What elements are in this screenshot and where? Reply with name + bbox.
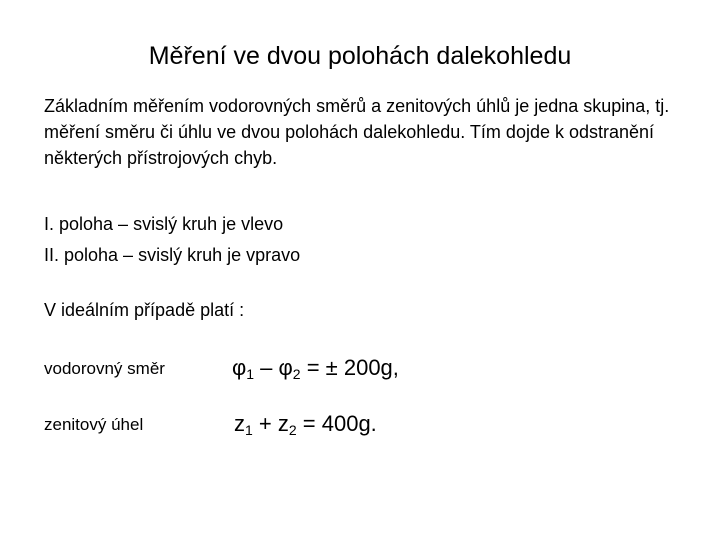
position-two-text: II. poloha – svislý kruh je vpravo (44, 245, 301, 265)
horizontal-direction-formula (232, 354, 399, 382)
formula-result: = 400g. (296, 411, 377, 436)
formula-operator: – (254, 355, 279, 380)
ideal-case-text: V ideálním případě platí : (44, 300, 245, 320)
formula-variable: z (277, 411, 289, 436)
intro-paragraph: Základním měřením vodorovných směrů a zenitových úhlů je jedna skupina, tj. měření směru či úhlu ve dvou polohách dalekohledu. Tím dojde k odstranění některých přístrojových chyb. (44, 96, 670, 168)
formula-subscript: 2 (292, 366, 301, 382)
zenith-angle-label: zenitový úhel (44, 415, 144, 434)
zenith-angle-formula (234, 410, 377, 438)
formula-result: = ± 200g, (300, 355, 399, 380)
formula-subscript: 1 (245, 422, 253, 438)
position-one-text: I. poloha – svislý kruh je vlevo (44, 214, 284, 234)
formula-variable: φ (232, 355, 247, 380)
formula-subscript: 2 (288, 422, 297, 438)
formula-subscript: 1 (246, 366, 255, 382)
slide-title: Měření ve dvou polohách dalekohledu (148, 42, 572, 70)
formula-operator: + (252, 411, 278, 436)
formula-variable: φ (278, 355, 293, 380)
formula-variable: z (234, 411, 245, 436)
horizontal-direction-label: vodorovný směr (44, 359, 165, 378)
